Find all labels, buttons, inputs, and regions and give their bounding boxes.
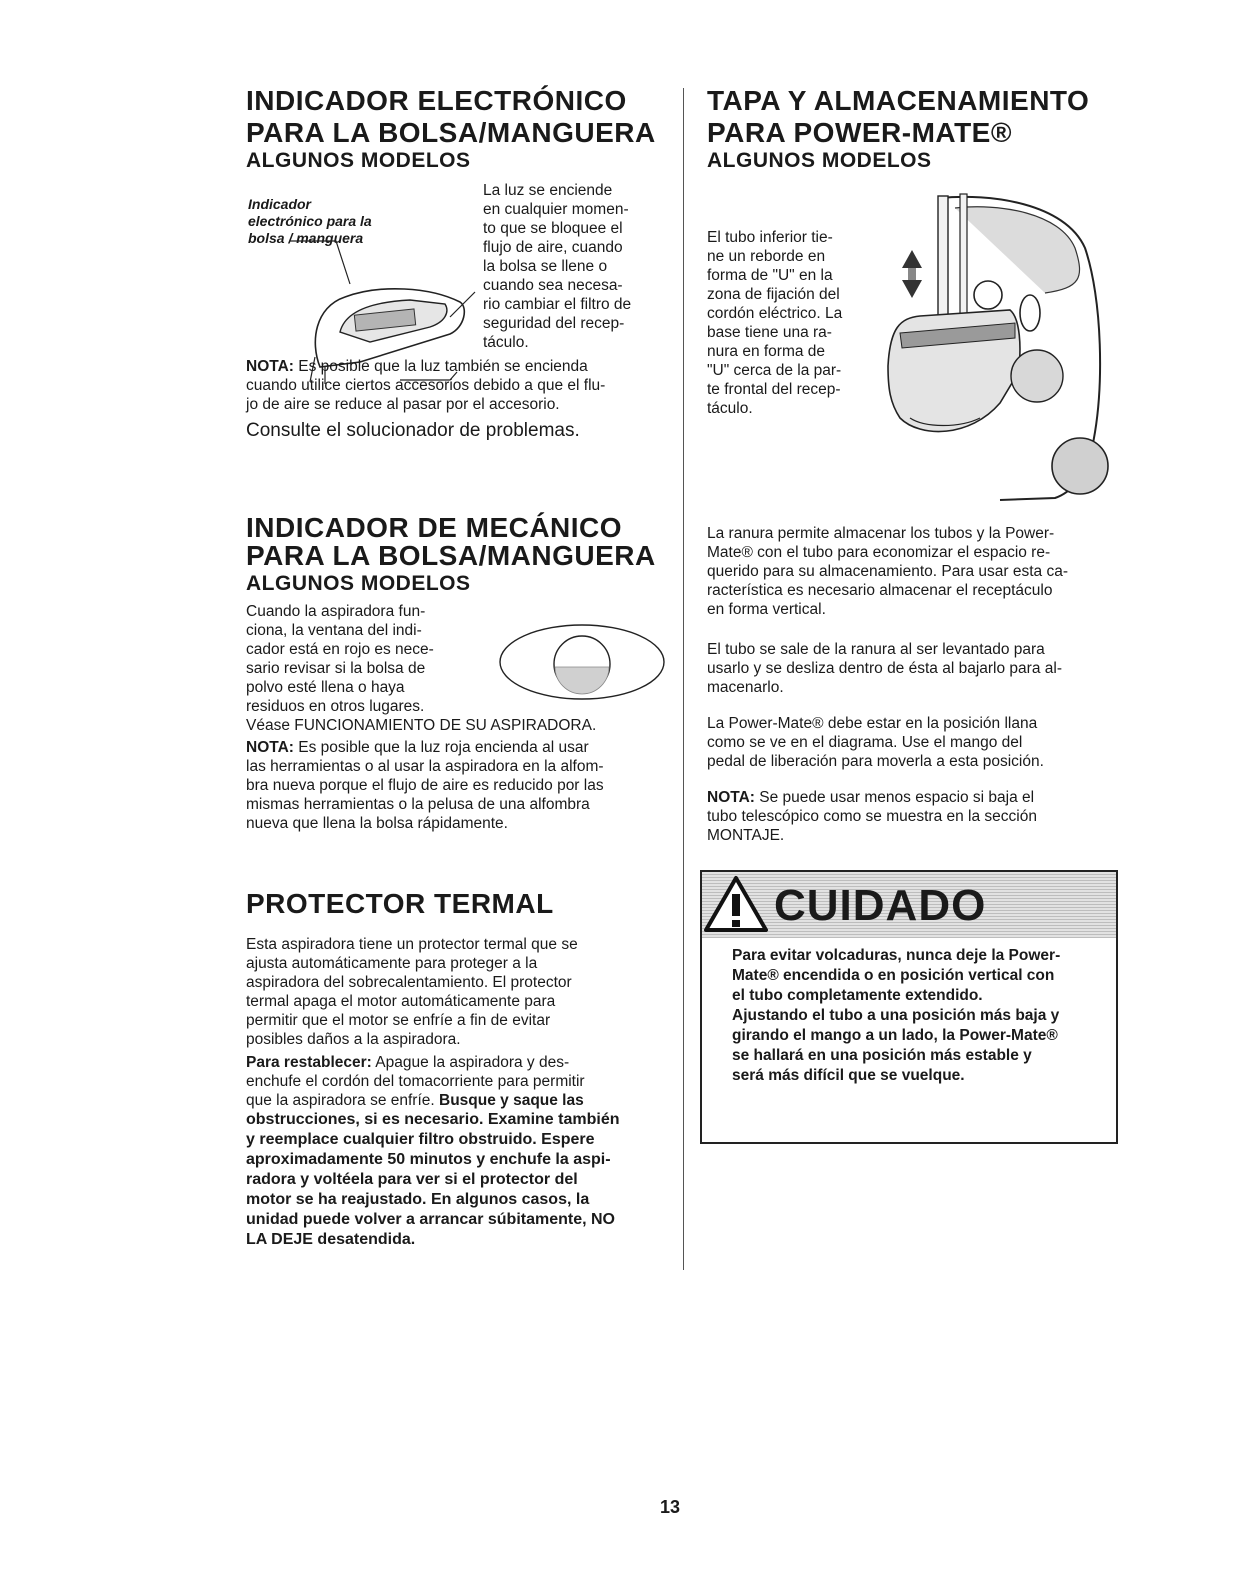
callout-line: electrónico para la — [248, 213, 372, 229]
body-line: La luz se enciende — [483, 182, 613, 199]
reset-label: Para restablecer: — [246, 1054, 372, 1071]
section-title: PARA POWER-MATE® — [707, 117, 1012, 148]
note-label: NOTA: — [246, 358, 294, 375]
reset-bold-line: aproximadamente 50 minutos y enchufe la aspi- — [246, 1151, 611, 1168]
note — [707, 788, 1127, 845]
note-line: MONTAJE. — [707, 827, 785, 844]
caution-line: se hallará en una posición más estable y — [732, 1047, 1032, 1064]
body-line: base tiene una ra- — [707, 324, 832, 341]
body-line: rio cambiar el filtro de — [483, 296, 632, 313]
note-line: jo de aire se reduce al pasar por el accesorio. — [246, 396, 560, 413]
section-title: TAPA Y ALMACENAMIENTO — [707, 85, 1090, 116]
body-line: sario revisar si la bolsa de — [246, 660, 426, 677]
section-body — [707, 228, 887, 418]
body-line: cuando sea necesa- — [483, 277, 623, 294]
body-line: Cuando la aspiradora fun- — [246, 603, 426, 620]
caution-text — [732, 946, 1110, 1086]
reset-bold-line: radora y voltéela para ver si el protector del — [246, 1171, 578, 1188]
warning-triangle-icon — [702, 874, 770, 934]
reset-bold-line: motor se ha reajustado. En algunos casos, la — [246, 1191, 590, 1208]
body-line: seguridad del recep- — [483, 315, 625, 332]
body-line: Véase FUNCIONAMIENTO DE SU ASPIRADORA. — [246, 717, 597, 734]
body-line: El tubo inferior tie- — [707, 229, 833, 246]
body-line: cador está en rojo es nece- — [246, 641, 434, 658]
power-mate-storage-illustration — [880, 188, 1112, 506]
body-line: cordón eléctrico. La — [707, 305, 843, 322]
body-line: residuos en otros lugares. — [246, 698, 425, 715]
note — [246, 357, 676, 414]
body-line: ajusta automáticamente para proteger a la — [246, 955, 538, 972]
reset-bold-line: obstrucciones, si es necesario. Examine también — [246, 1111, 620, 1128]
reset-instructions — [246, 1053, 676, 1250]
body-line: "U" cerca de la par- — [707, 362, 842, 379]
body-line: en cualquier momen- — [483, 201, 629, 218]
body-line: Esta aspiradora tiene un protector termal que se — [246, 936, 578, 953]
consult-text: Consulte el solucionador de problemas. — [246, 420, 580, 441]
body-line: La Power-Mate® debe estar en la posición llana — [707, 715, 1038, 732]
paragraph — [707, 640, 1127, 697]
section-subtitle: ALGUNOS MODELOS — [707, 149, 932, 172]
body-line: táculo. — [483, 334, 529, 351]
body-line: querido para su almacenamiento. Para usar esta ca- — [707, 563, 1069, 580]
caution-line: el tubo completamente extendido. — [732, 987, 983, 1004]
body-line: nura en forma de — [707, 343, 826, 360]
caution-line: girando el mango a un lado, la Power-Mate® — [732, 1027, 1058, 1044]
note-line: las herramientas o al usar la aspiradora en la alfom- — [246, 758, 604, 775]
column-divider — [683, 88, 684, 1270]
note-line: mismas herramientas o la pelusa de una alfombra — [246, 796, 590, 813]
body-line: en forma vertical. — [707, 601, 826, 618]
note — [246, 738, 676, 833]
caution-line: Mate® encendida o en posición vertical con — [732, 967, 1055, 984]
note-line: cuando utilice ciertos accesorios debido a que el flu- — [246, 377, 606, 394]
body-line: permitir que el motor se enfríe a fin de evitar — [246, 1012, 551, 1029]
body-line: flujo de aire, cuando — [483, 239, 623, 256]
body-line: pedal de liberación para moverla a esta posición. — [707, 753, 1044, 770]
reset-bold-line: y reemplace cualquier filtro obstruido. Espere — [246, 1131, 595, 1148]
body-line: termal apaga el motor automáticamente para — [246, 993, 556, 1010]
caution-line: Ajustando el tubo a una posición más baja y — [732, 1007, 1060, 1024]
body-line: to que se bloquee el — [483, 220, 623, 237]
section-subtitle: ALGUNOS MODELOS — [246, 149, 471, 172]
section-body — [483, 181, 683, 352]
page-number: 13 — [660, 1497, 681, 1517]
paragraph — [707, 714, 1127, 771]
caution-line: Para evitar volcaduras, nunca deje la Power- — [732, 947, 1061, 964]
section-title: PARA LA BOLSA/MANGUERA — [246, 117, 656, 148]
reset-line: enchufe el cordón del tomacorriente para permitir — [246, 1073, 585, 1090]
note-label: NOTA: — [707, 789, 755, 806]
reset-bold-line: unidad puede volver a arrancar súbitamente, NO — [246, 1211, 615, 1228]
section-title: PARA LA BOLSA/MANGUERA — [246, 540, 656, 571]
caution-title: CUIDADO — [774, 881, 987, 930]
body-line: ciona, la ventana del indi- — [246, 622, 422, 639]
body-line: te frontal del recep- — [707, 381, 841, 398]
caution-line: será más difícil que se vuelque. — [732, 1067, 965, 1084]
callout-line: Indicador — [248, 196, 312, 212]
note-line: Se puede usar menos espacio si baja el — [754, 789, 1035, 806]
body-line: polvo esté llena o haya — [246, 679, 405, 696]
section-title: PROTECTOR TERMAL — [246, 888, 554, 919]
note-line: nueva que llena la bolsa rápidamente. — [246, 815, 508, 832]
section-body — [246, 935, 676, 1049]
mechanical-indicator-window — [497, 621, 667, 703]
callout-line: bolsa / manguera — [248, 230, 364, 246]
note-line: Es posible que la luz roja encienda al usar — [293, 739, 589, 756]
reset-bold-line: LA DEJE desatendida. — [246, 1231, 416, 1248]
body-line: Mate® con el tubo para economizar el espacio re- — [707, 544, 1051, 561]
body-line: usarlo y se desliza dentro de ésta al bajarlo para al- — [707, 660, 1062, 677]
body-line: racterística es necesario almacenar el receptáculo — [707, 582, 1053, 599]
reset-bold-line: Busque y saque las — [434, 1092, 584, 1109]
body-line: como se ve en el diagrama. Use el mango del — [707, 734, 1023, 751]
note-label: NOTA: — [246, 739, 294, 756]
body-line: ne un reborde en — [707, 248, 826, 265]
body-line: forma de "U" en la — [707, 267, 833, 284]
reset-line: que la aspiradora se enfríe. — [246, 1092, 435, 1109]
section-title: INDICADOR DE MECÁNICO — [246, 512, 623, 543]
paragraph — [707, 524, 1127, 619]
body-line: aspiradora del sobrecalentamiento. El protector — [246, 974, 572, 991]
body-line: posibles daños a la aspiradora. — [246, 1031, 461, 1048]
reset-line: Apague la aspiradora y des- — [371, 1054, 570, 1071]
body-line: táculo. — [707, 400, 753, 417]
note-line: Es posible que la luz también se encienda — [293, 358, 588, 375]
note-line: bra nueva porque el flujo de aire es reducido por las — [246, 777, 604, 794]
body-line: la bolsa se llene o — [483, 258, 608, 275]
body-line: El tubo se sale de la ranura al ser levantado para — [707, 641, 1045, 658]
body-line: macenarlo. — [707, 679, 784, 696]
body-line: zona de fijación del — [707, 286, 840, 303]
body-line: La ranura permite almacenar los tubos y la Power- — [707, 525, 1055, 542]
section-title: INDICADOR ELECTRÓNICO — [246, 85, 627, 116]
section-subtitle: ALGUNOS MODELOS — [246, 572, 471, 595]
note-line: tubo telescópico como se muestra en la sección — [707, 808, 1037, 825]
